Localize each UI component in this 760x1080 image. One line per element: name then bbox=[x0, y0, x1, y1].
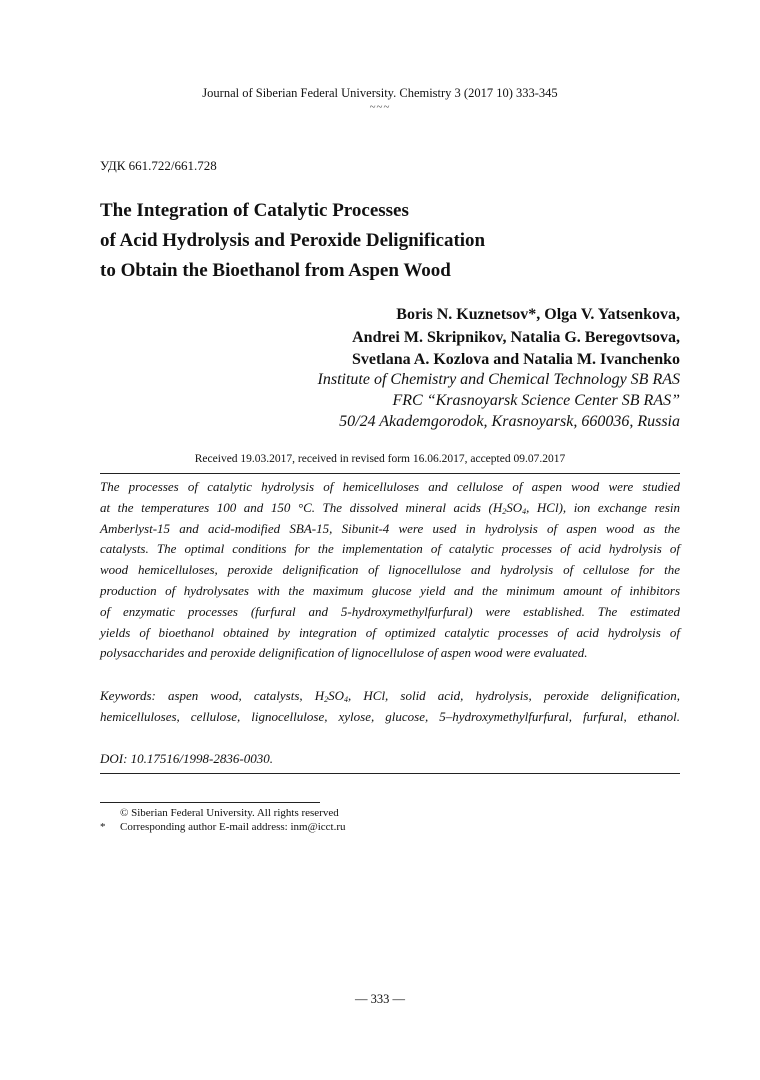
journal-header: Journal of Siberian Federal University. Chemistry 3 (2017 10) 333-345 bbox=[202, 86, 558, 100]
abstract-line: of enzymatic processes (furfural and 5-hydroxymethylfurfural) were established. The estimated bbox=[100, 603, 680, 619]
doi: DOI: 10.17516/1998-2836-0030. bbox=[100, 751, 273, 766]
author-line: Boris N. Kuznetsov*, Olga V. Yatsenkova, bbox=[396, 306, 680, 323]
received-dates: Received 19.03.2017, received in revised form 16.06.2017, accepted 09.07.2017 bbox=[194, 453, 566, 465]
abstract-top-rule bbox=[100, 473, 680, 474]
author-line: Andrei M. Skripnikov, Natalia G. Beregovtsova, bbox=[352, 328, 680, 346]
footnote-corresponding-author: Corresponding author E-mail address: inm@icct.ru bbox=[120, 821, 346, 833]
page-number: — 333 — bbox=[355, 992, 405, 1006]
abstract-bottom-rule bbox=[100, 773, 680, 774]
affiliation-line: FRC “Krasnoyarsk Science Center SB RAS” bbox=[392, 392, 680, 409]
title-line: The Integration of Catalytic Processes bbox=[100, 200, 409, 221]
abstract-line: Amberlyst-15 and acid-modified SBA-15, Sibunit-4 were used in hydrolysis of aspen wood as the bbox=[100, 520, 680, 536]
affiliation-line: 50/24 Akademgorodok, Krasnoyarsk, 660036, Russia bbox=[339, 413, 680, 430]
affiliation-line: Institute of Chemistry and Chemical Technology SB RAS bbox=[317, 371, 680, 388]
title-line: of Acid Hydrolysis and Peroxide Delignification bbox=[100, 230, 486, 251]
udk-code: УДК 661.722/661.728 bbox=[100, 158, 217, 173]
abstract-line: yields of bioethanol obtained by integration of optimized catalytic processes of acid hydrolysis of bbox=[100, 624, 680, 640]
abstract-line: catalysts. The optimal conditions for the implementation of catalytic processes of acid hydrolysis of bbox=[100, 541, 680, 557]
article-title bbox=[100, 196, 680, 286]
author-list bbox=[352, 304, 680, 372]
abstract-line: wood hemicelluloses, peroxide delignification of lignocellulose and hydrolysis of cellulose for the bbox=[100, 562, 680, 578]
keywords-line: hemicelluloses, cellulose, lignocellulose, xylose, glucose, 5–hydroxymethylfurfural, furfural, ethanol. bbox=[100, 708, 680, 724]
abstract-line: at the temperatures 100 and 150 °C. The dissolved mineral acids ($H_2SO_4$, HCl), ion exchange resin bbox=[100, 499, 680, 516]
affiliation bbox=[318, 369, 680, 432]
title-line: to Obtain the Bioethanol from Aspen Wood bbox=[100, 260, 451, 281]
keywords bbox=[100, 686, 680, 728]
author-line: Svetlana A. Kozlova and Natalia M. Ivanchenko bbox=[351, 351, 680, 368]
abstract-line: polysaccharides and peroxide delignification of lignocellulose of aspen wood were evaluated. bbox=[100, 645, 588, 661]
header-ornament: ~~~ bbox=[369, 101, 391, 113]
abstract bbox=[100, 477, 680, 664]
abstract-line: production of hydrolysates with the maximum glucose yield and the minimum amount of inhibitors bbox=[100, 582, 680, 598]
abstract-line: The processes of catalytic hydrolysis of hemicelluloses and cellulose of aspen wood were studied bbox=[100, 479, 680, 494]
footnote-copyright: © Siberian Federal University. All rights reserved bbox=[120, 807, 339, 819]
footnote-rule bbox=[100, 802, 320, 803]
footnote-star: * bbox=[100, 821, 106, 833]
keywords-line: Keywords: aspen wood, catalysts, $H_2SO_4$, HCl, solid acid, hydrolysis, peroxide delignification, bbox=[100, 688, 680, 704]
